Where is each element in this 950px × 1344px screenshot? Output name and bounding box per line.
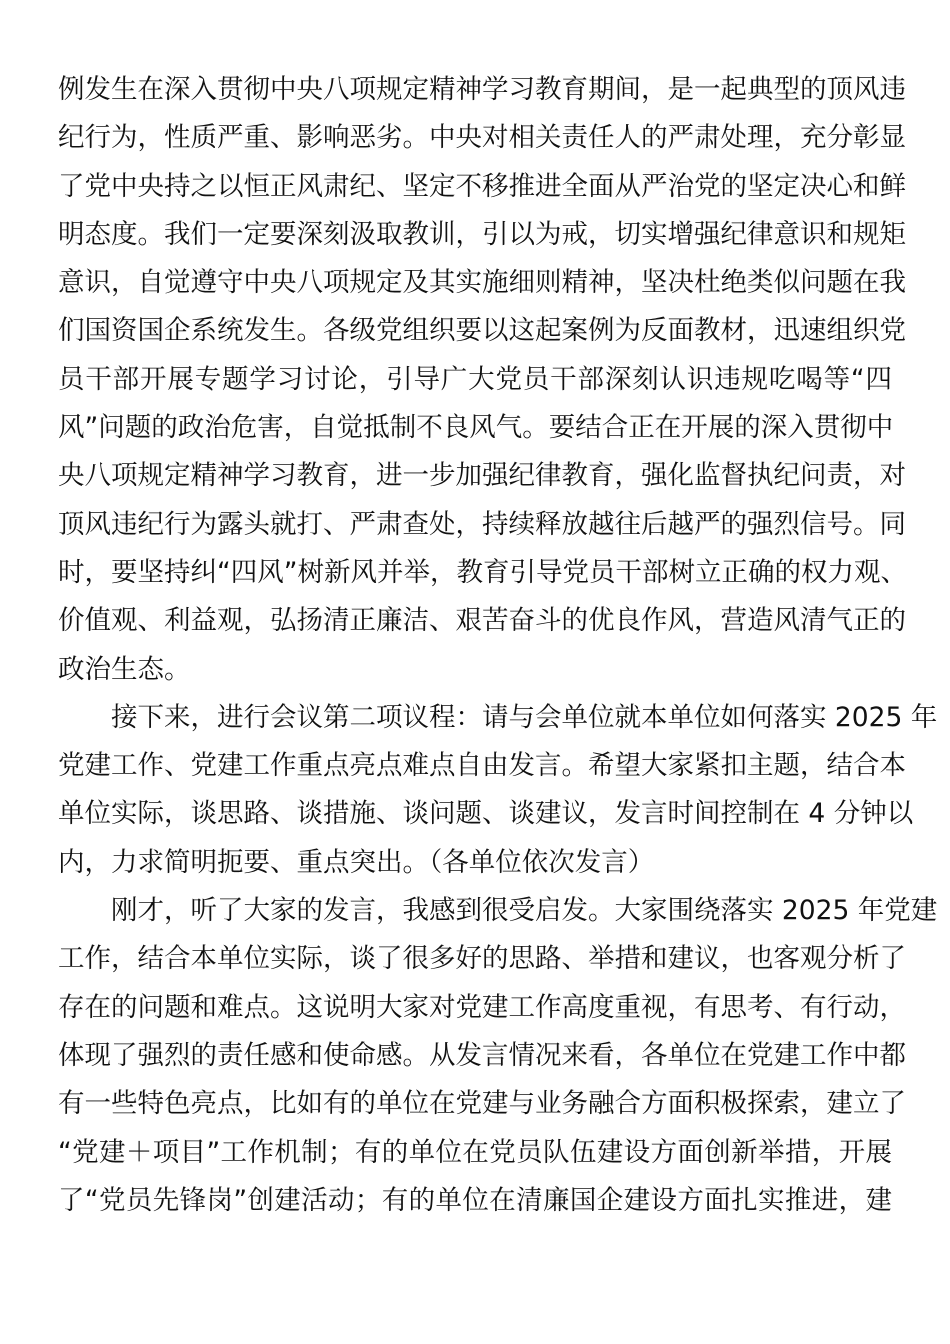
paragraph-3-line-5: 有一些特色亮点，比如有的单位在党建与业务融合方面积极探索，建立了 [58, 1088, 906, 1120]
paragraph-1-line-8: 风”问题的政治危害，自觉抵制不良风气。要结合正在开展的深入贯彻中 [58, 412, 894, 444]
paragraph-1-line-13: 政治生态。 [58, 653, 191, 685]
paragraph-2-line-1: 接下来，进行会议第二项议程：请与会单位就本单位如何落实 2025 年 [111, 701, 938, 733]
paragraph-3-line-7: 了“党员先锋岗”创建活动；有的单位在清廉国企建设方面扎实推进，建 [58, 1184, 892, 1216]
paragraph-2-line-4: 内，力求简明扼要、重点突出。（各单位依次发言） [58, 846, 655, 878]
paragraph-2-line-2: 党建工作、党建工作重点亮点难点自由发言。希望大家紧扣主题，结合本 [58, 750, 906, 782]
paragraph-3-line-2: 工作，结合本单位实际，谈了很多好的思路、举措和建议，也客观分析了 [58, 943, 906, 975]
paragraph-1-line-4: 明态度。我们一定要深刻汲取教训，引以为戒，切实增强纪律意识和规矩 [58, 218, 906, 250]
paragraph-2-line-3: 单位实际，谈思路、谈措施、谈问题、谈建议，发言时间控制在 4 分钟以 [58, 798, 914, 830]
paragraph-1-line-7: 员干部开展专题学习讨论，引导广大党员干部深刻认识违规吃喝等“四 [58, 363, 892, 395]
paragraph-1-line-6: 们国资国企系统发生。各级党组织要以这起案例为反面教材，迅速组织党 [58, 315, 906, 347]
paragraph-3-line-1: 刚才，听了大家的发言，我感到很受启发。大家围绕落实 2025 年党建 [111, 895, 938, 927]
paragraph-3-line-6: “党建＋项目”工作机制；有的单位在党员队伍建设方面创新举措，开展 [58, 1136, 892, 1168]
paragraph-1-line-3: 了党中央持之以恒正风肃纪、坚定不移推进全面从严治党的坚定决心和鲜 [58, 170, 906, 202]
paragraph-1-line-5: 意识，自觉遵守中央八项规定及其实施细则精神，坚决杜绝类似问题在我 [58, 267, 906, 299]
paragraph-1-line-9: 央八项规定精神学习教育，进一步加强纪律教育，强化监督执纪问责，对 [58, 460, 906, 492]
paragraph-3-line-3: 存在的问题和难点。这说明大家对党建工作高度重视，有思考、有行动， [58, 991, 906, 1023]
document-body [58, 66, 938, 1225]
paragraph-1-line-11: 时，要坚持纠“四风”树新风并举，教育引导党员干部树立正确的权力观、 [58, 556, 907, 588]
paragraph-3-line-4: 体现了强烈的责任感和使命感。从发言情况来看，各单位在党建工作中都 [58, 1039, 906, 1071]
paragraph-1-line-10: 顶风违纪行为露头就打、严肃查处，持续释放越往后越严的强烈信号。同 [58, 508, 906, 540]
paragraph-1-line-12: 价值观、利益观，弘扬清正廉洁、艰苦奋斗的优良作风，营造风清气正的 [58, 605, 906, 637]
paragraph-1-line-2: 纪行为，性质严重、影响恶劣。中央对相关责任人的严肃处理，充分彰显 [58, 122, 906, 154]
paragraph-1-line-1: 例发生在深入贯彻中央八项规定精神学习教育期间，是一起典型的顶风违 [58, 74, 906, 105]
